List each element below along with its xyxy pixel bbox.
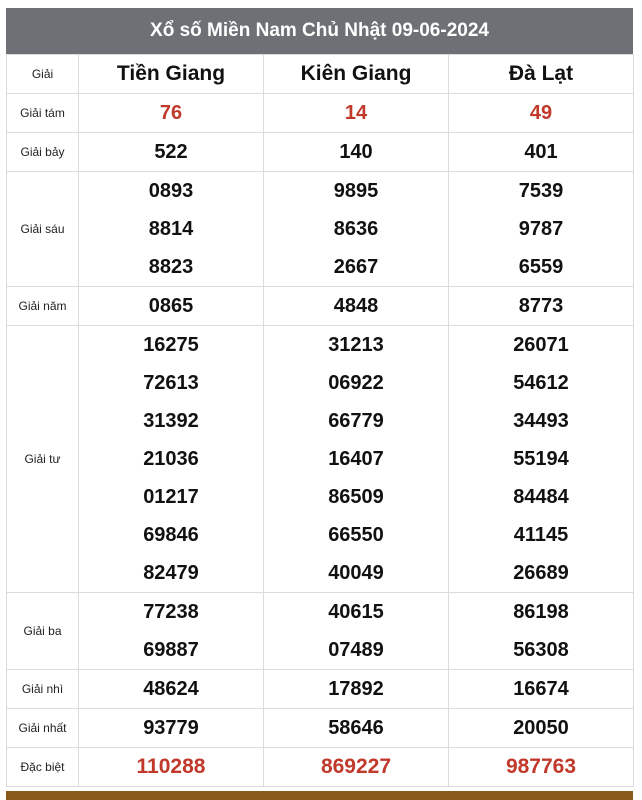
prize-number: 66550 bbox=[328, 524, 384, 546]
prize-cell bbox=[79, 287, 264, 326]
prize-label: Giải sáu bbox=[7, 172, 79, 287]
prize-number: 9895 bbox=[333, 180, 379, 202]
prize-label: Giải nhất bbox=[7, 709, 79, 748]
prize-cell bbox=[79, 709, 264, 748]
prize-number: 2667 bbox=[333, 256, 379, 278]
prize-number: 0893 bbox=[148, 180, 194, 202]
prize-label: Giải bảy bbox=[7, 133, 79, 172]
prize-number: 41145 bbox=[513, 524, 569, 546]
lottery-results bbox=[6, 8, 633, 800]
prize-number: 66779 bbox=[328, 410, 384, 432]
results-title: Xổ số Miền Nam Chủ Nhật 09-06-2024 bbox=[6, 8, 633, 54]
prize-number: 869227 bbox=[320, 755, 392, 778]
prize-row-giai-ba bbox=[7, 593, 634, 670]
prize-cell bbox=[264, 133, 449, 172]
prize-cell bbox=[264, 748, 449, 787]
prize-label: Giải nhì bbox=[7, 670, 79, 709]
prize-number: 16674 bbox=[513, 678, 569, 700]
prize-row-giai-nam bbox=[7, 287, 634, 326]
prize-number: 9787 bbox=[518, 218, 564, 240]
prize-row-giai-tam bbox=[7, 94, 634, 133]
prize-number: 40049 bbox=[328, 562, 384, 584]
prize-number: 4848 bbox=[333, 295, 379, 317]
prize-number: 17892 bbox=[328, 678, 384, 700]
prize-number: 31392 bbox=[143, 410, 199, 432]
prize-number: 54612 bbox=[513, 372, 569, 394]
prize-number: 55194 bbox=[513, 448, 569, 470]
prize-number: 8636 bbox=[333, 218, 379, 240]
prize-cell bbox=[449, 326, 634, 593]
prize-label: Giải tám bbox=[7, 94, 79, 133]
results-table bbox=[6, 54, 634, 787]
prize-number: 40615 bbox=[328, 601, 384, 623]
prize-number: 82479 bbox=[143, 562, 199, 584]
prize-row-giai-tu bbox=[7, 326, 634, 593]
prize-cell bbox=[264, 94, 449, 133]
prize-number: 8773 bbox=[518, 295, 564, 317]
prize-cell bbox=[79, 593, 264, 670]
prize-number: 16407 bbox=[328, 448, 384, 470]
prize-cell bbox=[79, 326, 264, 593]
prize-number: 49 bbox=[529, 102, 553, 124]
prize-label: Đặc biệt bbox=[7, 748, 79, 787]
prize-number: 06922 bbox=[328, 372, 384, 394]
prize-number: 21036 bbox=[143, 448, 199, 470]
prize-number: 7539 bbox=[518, 180, 564, 202]
prize-number: 76 bbox=[159, 102, 183, 124]
prize-cell bbox=[264, 172, 449, 287]
prize-number: 16275 bbox=[143, 334, 199, 356]
province-da-lat: Đà Lạt bbox=[449, 55, 634, 94]
prize-cell bbox=[264, 709, 449, 748]
prize-cell bbox=[79, 133, 264, 172]
province-kien-giang: Kiên Giang bbox=[264, 55, 449, 94]
prize-number: 20050 bbox=[513, 717, 569, 739]
bottom-bar bbox=[6, 791, 633, 800]
prize-number: 401 bbox=[524, 141, 558, 163]
prize-row-giai-nhi bbox=[7, 670, 634, 709]
prize-cell bbox=[79, 172, 264, 287]
prize-number: 26689 bbox=[513, 562, 569, 584]
prize-number: 26071 bbox=[513, 334, 569, 356]
prize-cell bbox=[264, 326, 449, 593]
prize-number: 110288 bbox=[136, 755, 206, 778]
prize-label: Giải năm bbox=[7, 287, 79, 326]
prize-cell bbox=[264, 287, 449, 326]
prize-cell bbox=[449, 133, 634, 172]
prize-number: 72613 bbox=[143, 372, 199, 394]
prize-number: 8814 bbox=[148, 218, 194, 240]
prize-number: 140 bbox=[339, 141, 373, 163]
prize-cell bbox=[449, 709, 634, 748]
prize-row-giai-bay bbox=[7, 133, 634, 172]
prize-number: 77238 bbox=[143, 601, 199, 623]
province-tien-giang: Tiền Giang bbox=[79, 55, 264, 94]
prize-number: 84484 bbox=[513, 486, 569, 508]
prize-cell bbox=[449, 172, 634, 287]
prize-number: 6559 bbox=[518, 256, 564, 278]
prize-cell bbox=[79, 748, 264, 787]
prize-number: 07489 bbox=[328, 639, 384, 661]
prize-number: 48624 bbox=[143, 678, 199, 700]
prize-label: Giải ba bbox=[7, 593, 79, 670]
prize-row-giai-sau bbox=[7, 172, 634, 287]
prize-number: 8823 bbox=[148, 256, 194, 278]
prize-number: 14 bbox=[344, 102, 368, 124]
prize-number: 31213 bbox=[328, 334, 384, 356]
prize-number: 86509 bbox=[328, 486, 384, 508]
prize-number: 34493 bbox=[513, 410, 569, 432]
prize-number: 522 bbox=[154, 141, 188, 163]
prize-cell bbox=[449, 94, 634, 133]
prize-number: 58646 bbox=[328, 717, 384, 739]
prize-cell bbox=[264, 593, 449, 670]
prize-cell bbox=[449, 593, 634, 670]
prize-cell bbox=[79, 94, 264, 133]
prize-number: 86198 bbox=[513, 601, 569, 623]
prize-number: 69887 bbox=[143, 639, 199, 661]
prize-number: 56308 bbox=[513, 639, 569, 661]
prize-number: 01217 bbox=[143, 486, 199, 508]
header-label: Giải bbox=[7, 55, 79, 94]
prize-label: Giải tư bbox=[7, 326, 79, 593]
prize-cell bbox=[79, 670, 264, 709]
prize-cell bbox=[264, 670, 449, 709]
prize-number: 93779 bbox=[143, 717, 199, 739]
prize-number: 987763 bbox=[505, 755, 577, 778]
prize-cell bbox=[449, 670, 634, 709]
prize-number: 69846 bbox=[143, 524, 199, 546]
prize-row-dac-biet bbox=[7, 748, 634, 787]
header-row bbox=[7, 55, 634, 94]
prize-cell bbox=[449, 748, 634, 787]
prize-number: 0865 bbox=[148, 295, 194, 317]
prize-row-giai-nhat bbox=[7, 709, 634, 748]
prize-cell bbox=[449, 287, 634, 326]
